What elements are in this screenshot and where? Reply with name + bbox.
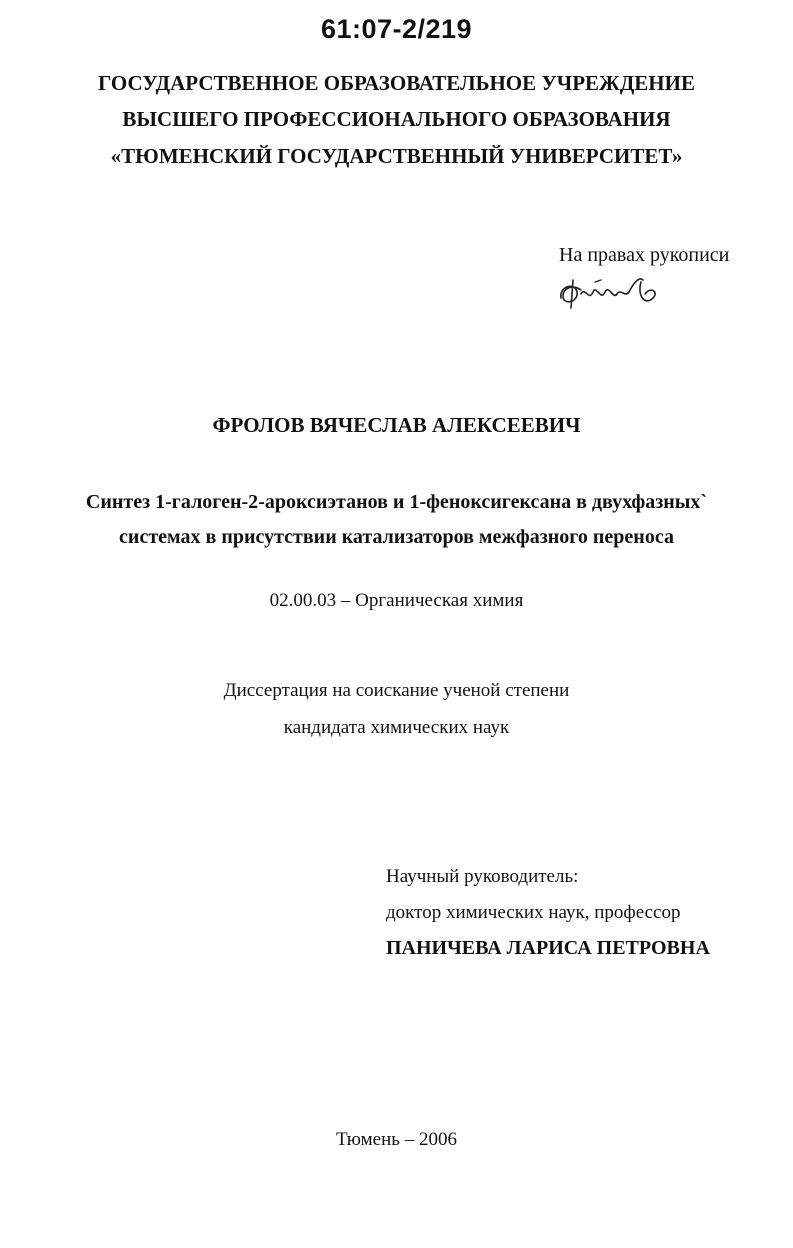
city-year: Тюмень – 2006 xyxy=(336,1129,457,1150)
supervisor-label: Научный руководитель: xyxy=(386,866,579,887)
degree-statement-line-1: Диссертация на соискание ученой степени xyxy=(223,680,570,701)
archive-code: 61:07-2/219 xyxy=(320,14,473,44)
dissertation-title-line-1: Синтез 1-галоген-2-ароксиэтанов и 1-феноксигексана в двухфазных` xyxy=(85,491,708,513)
institution-line-3: «ТЮМЕНСКИЙ ГОСУДАРСТВЕННЫЙ УНИВЕРСИТЕТ» xyxy=(110,144,683,168)
supervisor-degree: доктор химических наук, профессор xyxy=(386,902,681,923)
dissertation-title-line-2: системах в присутствии катализаторов межфазного переноса xyxy=(119,526,674,548)
institution-line-1: ГОСУДАРСТВЕННОЕ ОБРАЗОВАТЕЛЬНОЕ УЧРЕЖДЕНИЕ xyxy=(98,71,695,95)
author-name: ФРОЛОВ ВЯЧЕСЛАВ АЛЕКСЕЕВИЧ xyxy=(212,413,581,437)
institution-line-2: ВЫСШЕГО ПРОФЕССИОНАЛЬНОГО ОБРАЗОВАНИЯ xyxy=(122,107,671,131)
supervisor-name: ПАНИЧЕВА ЛАРИСА ПЕТРОВНА xyxy=(386,937,710,959)
handwritten-signature xyxy=(555,272,665,314)
degree-statement-line-2: кандидата химических наук xyxy=(283,717,510,738)
manuscript-rights-note: На правах рукописи xyxy=(559,244,730,266)
specialty-code: 02.00.03 – Органическая химия xyxy=(269,590,524,611)
